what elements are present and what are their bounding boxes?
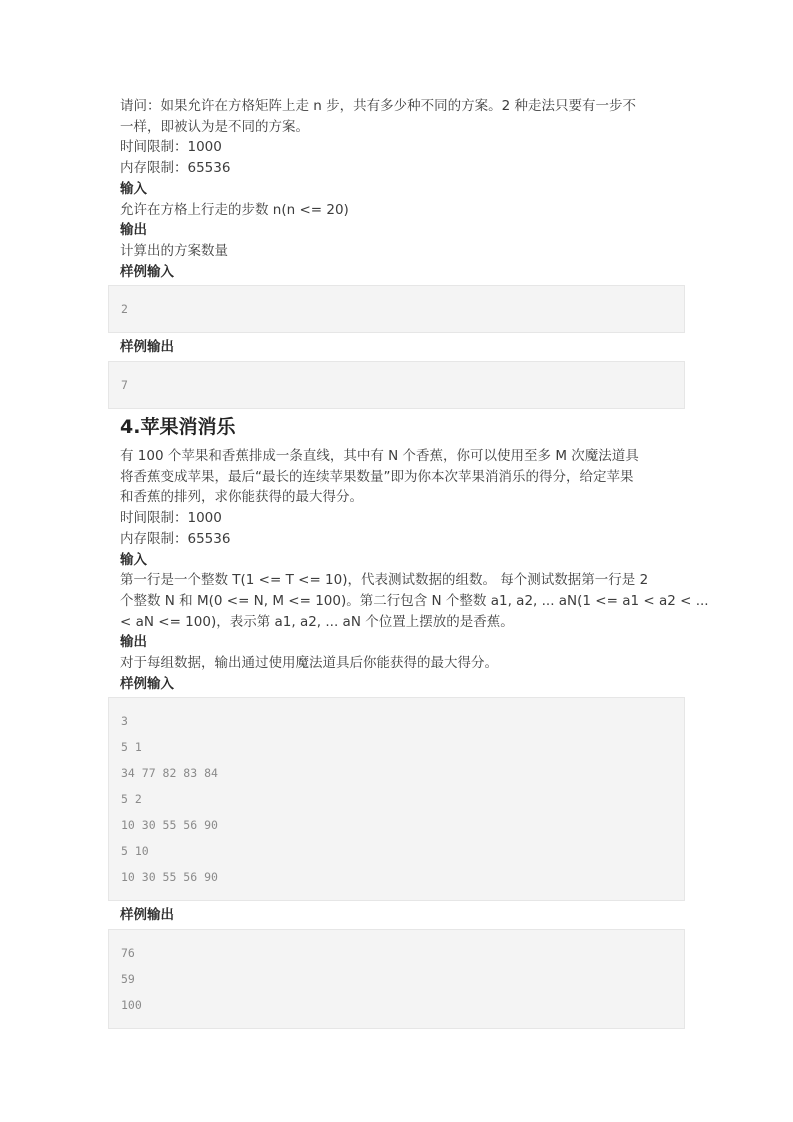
time-limit: 时间限制：1000: [120, 139, 222, 156]
document-page: [120, 96, 709, 1033]
output-description: 对于每组数据，输出通过使用魔法道具后你能获得的最大得分。: [120, 655, 498, 672]
description-line: 有 100 个苹果和香蕉排成一条直线，其中有 N 个香蕉，你可以使用至多 M 次魔法道具: [120, 448, 639, 465]
description-line: 将香蕉变成苹果，最后“最长的连续苹果数量”即为你本次苹果消消乐的得分，给定苹果: [120, 468, 634, 485]
input-description-line: < aN <= 100)，表示第 a1, a2, ... aN 个位置上摆放的是香蕉。: [120, 613, 514, 630]
problem-3-continued: [120, 96, 685, 409]
problem-4: [120, 413, 709, 1029]
problem-title: 4.苹果消消乐: [120, 416, 236, 439]
output-heading: 输出: [120, 634, 147, 651]
question-line: 一样，即被认为是不同的方案。: [120, 118, 309, 135]
code-line: 3: [121, 714, 128, 729]
memory-limit: 内存限制：65536: [120, 160, 231, 177]
sample-output-heading: 样例输出: [120, 339, 174, 356]
input-heading: 输入: [120, 180, 147, 197]
input-heading: 输入: [120, 551, 147, 568]
code-line: 10 30 55 56 90: [121, 818, 218, 833]
time-limit: 时间限制：1000: [120, 510, 222, 527]
description-line: 和香蕉的排列，求你能获得的最大得分。: [120, 489, 363, 506]
sample-input-block: [108, 697, 685, 901]
sample-output-block: [108, 361, 685, 409]
code-line: 34 77 82 83 84: [121, 766, 218, 781]
code-line: 100: [121, 998, 142, 1013]
sample-input-heading: 样例输入: [120, 263, 174, 280]
sample-output-heading: 样例输出: [120, 907, 174, 924]
code-line: 59: [121, 972, 135, 987]
code-line: 5 10: [121, 844, 149, 859]
memory-limit: 内存限制：65536: [120, 530, 231, 547]
code-line: 5 1: [121, 740, 142, 755]
sample-input-heading: 样例输入: [120, 675, 174, 692]
input-description-line: 第一行是一个整数 T(1 <= T <= 10)，代表测试数据的组数。 每个测试数据第一行是 2: [120, 572, 649, 589]
code-line: 5 2: [121, 792, 142, 807]
output-heading: 输出: [120, 222, 147, 239]
code-line: 2: [121, 302, 128, 317]
output-description: 计算出的方案数量: [120, 242, 228, 259]
code-line: 10 30 55 56 90: [121, 870, 218, 885]
question-line: 请问：如果允许在方格矩阵上走 n 步，共有多少种不同的方案。2 种走法只要有一步不: [120, 98, 637, 114]
input-description: 允许在方格上行走的步数 n(n <= 20): [120, 201, 349, 218]
sample-input-block: [108, 285, 685, 333]
code-line: 76: [121, 946, 135, 961]
input-description-line: 个整数 N 和 M(0 <= N, M <= 100)。第二行包含 N 个整数 a1, a2, ... aN(1 <= a1 < a2 < ...: [120, 592, 709, 609]
code-line: 7: [121, 378, 128, 393]
sample-output-block: [108, 929, 685, 1029]
